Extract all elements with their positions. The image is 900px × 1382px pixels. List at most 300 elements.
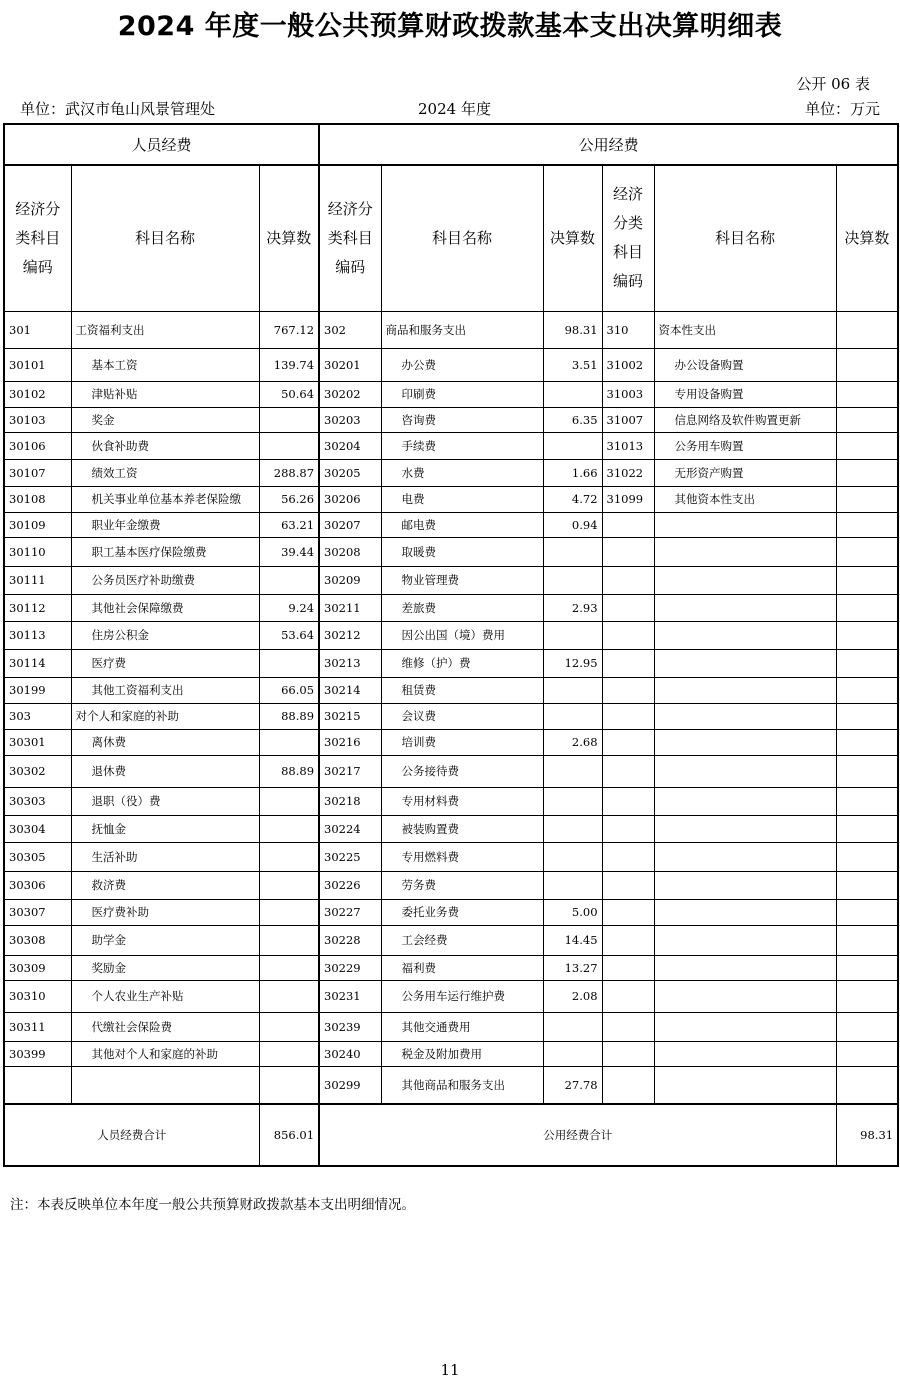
item-name-cell	[654, 1012, 836, 1041]
item-name-cell: 职业年金缴费	[71, 512, 259, 537]
item-name-cell: 公务用车购置	[654, 432, 836, 459]
economic-code-cell: 30114	[4, 649, 71, 677]
economic-code-cell: 30306	[4, 871, 71, 899]
table-row	[4, 1041, 898, 1066]
economic-code-cell: 301	[4, 311, 71, 348]
economic-code-cell: 30311	[4, 1012, 71, 1041]
item-name-cell: 对个人和家庭的补助	[71, 703, 259, 729]
economic-code-cell: 30204	[319, 432, 381, 459]
item-name-cell	[654, 594, 836, 621]
item-name-cell: 维修（护）费	[381, 649, 543, 677]
item-name-cell: 咨询费	[381, 407, 543, 432]
economic-code-cell: 30299	[319, 1066, 381, 1104]
amount-cell	[836, 815, 898, 842]
amount-cell	[836, 1012, 898, 1041]
table-row	[4, 486, 898, 512]
amount-cell	[836, 842, 898, 871]
economic-code-cell: 30301	[4, 729, 71, 755]
amount-cell	[259, 1041, 319, 1066]
amount-cell	[259, 815, 319, 842]
economic-code-cell: 30205	[319, 459, 381, 486]
economic-code-cell	[602, 955, 654, 980]
economic-code-cell: 30101	[4, 348, 71, 381]
table-row	[4, 512, 898, 537]
amount-cell: 0.94	[543, 512, 602, 537]
item-name-cell: 其他工资福利支出	[71, 677, 259, 703]
form-number: 公开 06 表	[796, 75, 870, 93]
amount-cell	[543, 677, 602, 703]
table-row	[4, 311, 898, 348]
amount-cell: 139.74	[259, 348, 319, 381]
item-name-cell: 无形资产购置	[654, 459, 836, 486]
page-number: 11	[440, 1361, 460, 1379]
table-row	[4, 980, 898, 1012]
amount-cell: 27.78	[543, 1066, 602, 1104]
amount-cell	[836, 486, 898, 512]
expenditure-table	[3, 123, 899, 1167]
item-name-cell: 被装购置费	[381, 815, 543, 842]
amount-cell: 98.31	[543, 311, 602, 348]
economic-code-cell	[602, 512, 654, 537]
economic-code-cell	[4, 1066, 71, 1104]
economic-code-cell	[602, 677, 654, 703]
economic-code-cell: 30225	[319, 842, 381, 871]
amount-cell: 53.64	[259, 621, 319, 649]
amount-cell	[836, 925, 898, 955]
table-row	[4, 815, 898, 842]
amount-cell	[836, 787, 898, 815]
amount-cell: 6.35	[543, 407, 602, 432]
item-name-cell: 培训费	[381, 729, 543, 755]
economic-code-cell	[602, 787, 654, 815]
economic-code-cell: 31003	[602, 381, 654, 407]
economic-code-cell: 30304	[4, 815, 71, 842]
economic-code-cell	[602, 980, 654, 1012]
economic-code-cell: 303	[4, 703, 71, 729]
currency-unit: 单位：万元	[804, 100, 880, 118]
economic-code-cell	[602, 1012, 654, 1041]
item-name-cell: 奖励金	[71, 955, 259, 980]
amount-cell: 88.89	[259, 755, 319, 787]
amount-cell	[836, 677, 898, 703]
amount-cell: 63.21	[259, 512, 319, 537]
item-name-cell: 办公费	[381, 348, 543, 381]
table-row	[4, 1012, 898, 1041]
economic-code-cell: 30399	[4, 1041, 71, 1066]
item-name-cell: 租赁费	[381, 677, 543, 703]
amount-cell: 288.87	[259, 459, 319, 486]
item-name-cell: 其他对个人和家庭的补助	[71, 1041, 259, 1066]
table-row	[4, 925, 898, 955]
amount-cell	[259, 729, 319, 755]
economic-code-cell: 30218	[319, 787, 381, 815]
column-header-amount: 决算数	[543, 165, 602, 311]
table-row	[4, 459, 898, 486]
table-row	[4, 348, 898, 381]
item-name-cell	[654, 729, 836, 755]
amount-cell: 5.00	[543, 899, 602, 925]
item-name-cell: 其他资本性支出	[654, 486, 836, 512]
item-name-cell: 印刷费	[381, 381, 543, 407]
amount-cell	[543, 1041, 602, 1066]
amount-cell	[259, 842, 319, 871]
economic-code-cell: 30112	[4, 594, 71, 621]
amount-cell: 2.93	[543, 594, 602, 621]
amount-cell	[836, 755, 898, 787]
table-row	[4, 537, 898, 566]
amount-cell	[259, 980, 319, 1012]
item-name-cell: 生活补助	[71, 842, 259, 871]
economic-code-cell: 30203	[319, 407, 381, 432]
amount-cell: 39.44	[259, 537, 319, 566]
economic-code-cell	[602, 1041, 654, 1066]
amount-cell	[836, 311, 898, 348]
economic-code-cell: 30207	[319, 512, 381, 537]
amount-cell	[836, 621, 898, 649]
item-name-cell	[654, 755, 836, 787]
amount-cell	[836, 955, 898, 980]
amount-cell: 50.64	[259, 381, 319, 407]
item-name-cell: 公务员医疗补助缴费	[71, 566, 259, 594]
item-name-cell: 津贴补贴	[71, 381, 259, 407]
table-row	[4, 899, 898, 925]
amount-cell	[836, 407, 898, 432]
item-name-cell	[654, 1041, 836, 1066]
table-row	[4, 566, 898, 594]
amount-cell	[259, 787, 319, 815]
economic-code-cell: 30109	[4, 512, 71, 537]
economic-code-cell: 31007	[602, 407, 654, 432]
section-header-public: 公用经费	[319, 124, 898, 165]
economic-code-cell: 30303	[4, 787, 71, 815]
item-name-cell: 商品和服务支出	[381, 311, 543, 348]
item-name-cell: 其他商品和服务支出	[381, 1066, 543, 1104]
item-name-cell: 物业管理费	[381, 566, 543, 594]
amount-cell	[836, 381, 898, 407]
amount-cell	[543, 755, 602, 787]
item-name-cell	[654, 980, 836, 1012]
economic-code-cell	[602, 566, 654, 594]
amount-cell	[543, 703, 602, 729]
economic-code-cell	[602, 815, 654, 842]
economic-code-cell: 30211	[319, 594, 381, 621]
totals-row	[4, 1104, 898, 1166]
amount-cell	[259, 1066, 319, 1104]
amount-cell	[543, 1012, 602, 1041]
economic-code-cell: 30107	[4, 459, 71, 486]
amount-cell	[836, 348, 898, 381]
table-row	[4, 729, 898, 755]
item-name-cell: 工会经费	[381, 925, 543, 955]
amount-cell	[836, 594, 898, 621]
economic-code-cell	[602, 703, 654, 729]
column-header-code: 经济分类科目编码	[319, 165, 381, 311]
economic-code-cell: 31002	[602, 348, 654, 381]
amount-cell	[836, 649, 898, 677]
item-name-cell	[654, 512, 836, 537]
table-row	[4, 621, 898, 649]
economic-code-cell: 30240	[319, 1041, 381, 1066]
table-row	[4, 755, 898, 787]
economic-code-cell: 30307	[4, 899, 71, 925]
item-name-cell	[654, 1066, 836, 1104]
item-name-cell: 电费	[381, 486, 543, 512]
item-name-cell: 代缴社会保险费	[71, 1012, 259, 1041]
amount-cell	[543, 432, 602, 459]
amount-cell: 1.66	[543, 459, 602, 486]
item-name-cell: 专用燃料费	[381, 842, 543, 871]
amount-cell	[543, 621, 602, 649]
item-name-cell: 信息网络及软件购置更新	[654, 407, 836, 432]
item-name-cell: 奖金	[71, 407, 259, 432]
amount-cell	[259, 925, 319, 955]
table-row	[4, 1066, 898, 1104]
item-name-cell: 医疗费	[71, 649, 259, 677]
column-header-name: 科目名称	[71, 165, 259, 311]
item-name-cell: 取暖费	[381, 537, 543, 566]
amount-cell	[836, 703, 898, 729]
amount-cell: 12.95	[543, 649, 602, 677]
economic-code-cell	[602, 1066, 654, 1104]
amount-cell: 56.26	[259, 486, 319, 512]
economic-code-cell: 30103	[4, 407, 71, 432]
economic-code-cell	[602, 594, 654, 621]
amount-cell: 13.27	[543, 955, 602, 980]
amount-cell	[836, 899, 898, 925]
item-name-cell: 抚恤金	[71, 815, 259, 842]
table-row	[4, 842, 898, 871]
column-header-code: 经济分类科目编码	[602, 165, 654, 311]
item-name-cell	[654, 925, 836, 955]
reporting-unit: 单位：武汉市龟山风景管理处	[20, 100, 216, 118]
public-total-label: 公用经费合计	[319, 1104, 836, 1166]
item-name-cell: 机关事业单位基本养老保险缴	[71, 486, 259, 512]
column-header-amount: 决算数	[259, 165, 319, 311]
item-name-cell	[654, 566, 836, 594]
item-name-cell: 税金及附加费用	[381, 1041, 543, 1066]
amount-cell	[836, 1066, 898, 1104]
economic-code-cell	[602, 842, 654, 871]
economic-code-cell: 31022	[602, 459, 654, 486]
item-name-cell: 职工基本医疗保险缴费	[71, 537, 259, 566]
amount-cell	[836, 980, 898, 1012]
item-name-cell: 专用设备购置	[654, 381, 836, 407]
economic-code-cell: 30113	[4, 621, 71, 649]
economic-code-cell: 30229	[319, 955, 381, 980]
item-name-cell: 公务接待费	[381, 755, 543, 787]
economic-code-cell: 30216	[319, 729, 381, 755]
item-name-cell: 助学金	[71, 925, 259, 955]
column-header-code: 经济分类科目编码	[4, 165, 71, 311]
item-name-cell: 工资福利支出	[71, 311, 259, 348]
amount-cell	[836, 566, 898, 594]
column-header-amount: 决算数	[836, 165, 898, 311]
economic-code-cell: 30106	[4, 432, 71, 459]
amount-cell	[836, 871, 898, 899]
amount-cell	[836, 1041, 898, 1066]
item-name-cell: 公务用车运行维护费	[381, 980, 543, 1012]
item-name-cell	[71, 1066, 259, 1104]
economic-code-cell: 30239	[319, 1012, 381, 1041]
page-title: 2024 年度一般公共预算财政拨款基本支出决算明细表	[117, 11, 783, 42]
item-name-cell: 办公设备购置	[654, 348, 836, 381]
amount-cell: 88.89	[259, 703, 319, 729]
economic-code-cell: 30302	[4, 755, 71, 787]
economic-code-cell: 30231	[319, 980, 381, 1012]
amount-cell	[836, 459, 898, 486]
item-name-cell: 住房公积金	[71, 621, 259, 649]
amount-cell	[259, 432, 319, 459]
economic-code-cell: 310	[602, 311, 654, 348]
item-name-cell: 救济费	[71, 871, 259, 899]
economic-code-cell: 31013	[602, 432, 654, 459]
amount-cell	[543, 381, 602, 407]
item-name-cell: 退职（役）费	[71, 787, 259, 815]
economic-code-cell	[602, 729, 654, 755]
item-name-cell: 绩效工资	[71, 459, 259, 486]
item-name-cell	[654, 703, 836, 729]
economic-code-cell: 30209	[319, 566, 381, 594]
item-name-cell	[654, 842, 836, 871]
economic-code-cell: 302	[319, 311, 381, 348]
item-name-cell	[654, 537, 836, 566]
amount-cell: 4.72	[543, 486, 602, 512]
table-row	[4, 677, 898, 703]
economic-code-cell: 30227	[319, 899, 381, 925]
item-name-cell: 会议费	[381, 703, 543, 729]
economic-code-cell: 30224	[319, 815, 381, 842]
amount-cell	[259, 566, 319, 594]
item-name-cell	[654, 649, 836, 677]
amount-cell	[259, 899, 319, 925]
item-name-cell: 医疗费补助	[71, 899, 259, 925]
amount-cell	[836, 729, 898, 755]
amount-cell: 2.08	[543, 980, 602, 1012]
amount-cell	[836, 512, 898, 537]
economic-code-cell: 30308	[4, 925, 71, 955]
item-name-cell: 伙食补助费	[71, 432, 259, 459]
column-header-name: 科目名称	[654, 165, 836, 311]
amount-cell	[543, 787, 602, 815]
item-name-cell	[654, 955, 836, 980]
amount-cell	[259, 649, 319, 677]
economic-code-cell: 30214	[319, 677, 381, 703]
item-name-cell: 福利费	[381, 955, 543, 980]
amount-cell: 66.05	[259, 677, 319, 703]
item-name-cell: 专用材料费	[381, 787, 543, 815]
item-name-cell: 其他社会保障缴费	[71, 594, 259, 621]
amount-cell	[543, 871, 602, 899]
table-row	[4, 594, 898, 621]
item-name-cell: 手续费	[381, 432, 543, 459]
item-name-cell: 退休费	[71, 755, 259, 787]
amount-cell	[259, 871, 319, 899]
item-name-cell: 其他交通费用	[381, 1012, 543, 1041]
economic-code-cell	[602, 537, 654, 566]
economic-code-cell: 30102	[4, 381, 71, 407]
economic-code-cell	[602, 899, 654, 925]
footnote: 注：本表反映单位本年度一般公共预算财政拨款基本支出明细情况。	[10, 1197, 415, 1213]
amount-cell	[543, 537, 602, 566]
amount-cell	[543, 842, 602, 871]
table-row	[4, 871, 898, 899]
fiscal-year: 2024 年度	[418, 100, 491, 118]
economic-code-cell	[602, 621, 654, 649]
economic-code-cell: 30217	[319, 755, 381, 787]
economic-code-cell: 31099	[602, 486, 654, 512]
amount-cell	[836, 432, 898, 459]
economic-code-cell	[602, 871, 654, 899]
item-name-cell	[654, 899, 836, 925]
item-name-cell: 资本性支出	[654, 311, 836, 348]
item-name-cell	[654, 621, 836, 649]
table-row	[4, 703, 898, 729]
table-row	[4, 649, 898, 677]
economic-code-cell: 30212	[319, 621, 381, 649]
economic-code-cell: 30199	[4, 677, 71, 703]
economic-code-cell: 30310	[4, 980, 71, 1012]
item-name-cell: 因公出国（境）费用	[381, 621, 543, 649]
item-name-cell: 差旅费	[381, 594, 543, 621]
amount-cell	[259, 955, 319, 980]
table-row	[4, 432, 898, 459]
amount-cell	[543, 815, 602, 842]
personnel-total-label: 人员经费合计	[4, 1104, 259, 1166]
amount-cell	[259, 407, 319, 432]
economic-code-cell: 30206	[319, 486, 381, 512]
economic-code-cell: 30309	[4, 955, 71, 980]
economic-code-cell: 30110	[4, 537, 71, 566]
item-name-cell: 个人农业生产补贴	[71, 980, 259, 1012]
table-row	[4, 787, 898, 815]
economic-code-cell: 30228	[319, 925, 381, 955]
economic-code-cell: 30108	[4, 486, 71, 512]
economic-code-cell: 30201	[319, 348, 381, 381]
amount-cell	[836, 537, 898, 566]
item-name-cell: 委托业务费	[381, 899, 543, 925]
item-name-cell: 水费	[381, 459, 543, 486]
economic-code-cell: 30202	[319, 381, 381, 407]
amount-cell: 3.51	[543, 348, 602, 381]
amount-cell: 14.45	[543, 925, 602, 955]
amount-cell: 2.68	[543, 729, 602, 755]
section-header-personnel: 人员经费	[4, 124, 319, 165]
personnel-total-value: 856.01	[259, 1104, 319, 1166]
economic-code-cell: 30305	[4, 842, 71, 871]
economic-code-cell	[602, 649, 654, 677]
amount-cell: 9.24	[259, 594, 319, 621]
amount-cell: 767.12	[259, 311, 319, 348]
economic-code-cell: 30226	[319, 871, 381, 899]
item-name-cell: 邮电费	[381, 512, 543, 537]
economic-code-cell: 30215	[319, 703, 381, 729]
economic-code-cell: 30111	[4, 566, 71, 594]
item-name-cell	[654, 871, 836, 899]
economic-code-cell: 30208	[319, 537, 381, 566]
table-row	[4, 955, 898, 980]
item-name-cell: 离休费	[71, 729, 259, 755]
public-total-value: 98.31	[836, 1104, 898, 1166]
table-row	[4, 381, 898, 407]
item-name-cell: 劳务费	[381, 871, 543, 899]
column-header-name: 科目名称	[381, 165, 543, 311]
item-name-cell	[654, 815, 836, 842]
item-name-cell	[654, 677, 836, 703]
item-name-cell	[654, 787, 836, 815]
economic-code-cell: 30213	[319, 649, 381, 677]
amount-cell	[259, 1012, 319, 1041]
economic-code-cell	[602, 755, 654, 787]
